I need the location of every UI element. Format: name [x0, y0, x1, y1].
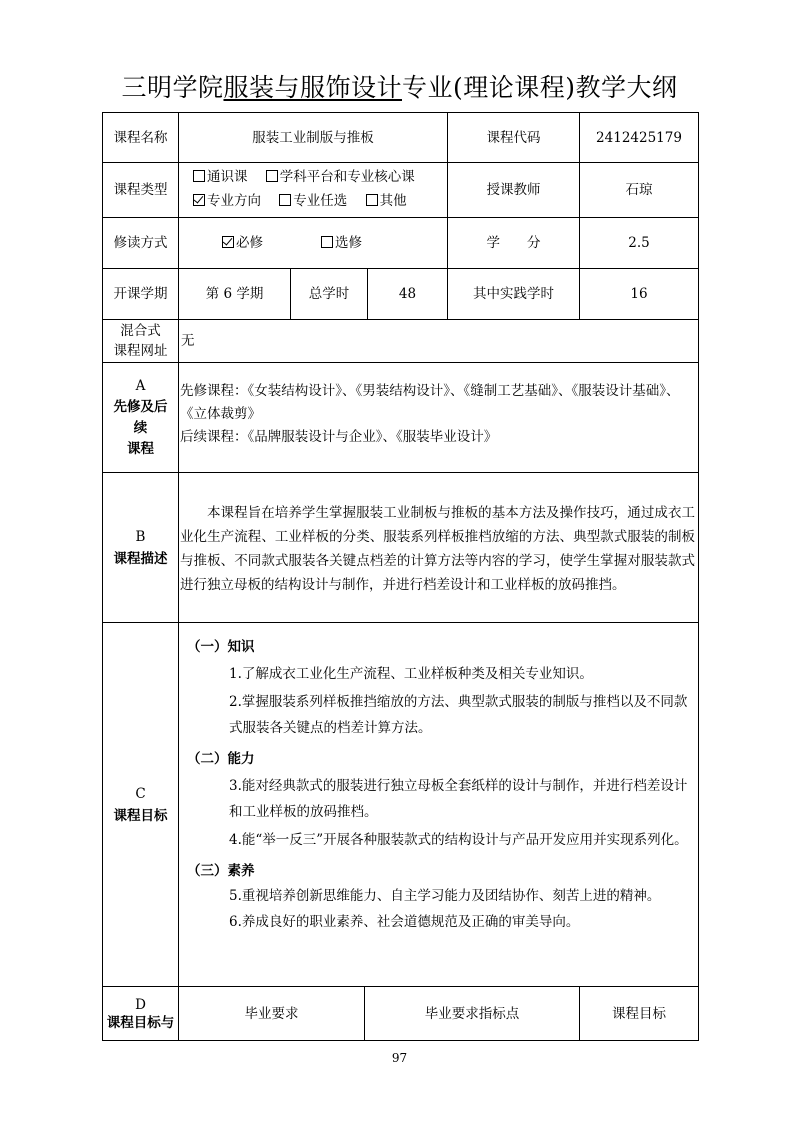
quality-heading: （三）素养: [187, 863, 255, 879]
title-suffix: 专业(理论课程)教学大纲: [402, 73, 678, 102]
course-objective-header: 课程目标: [579, 986, 699, 1041]
study-mode-options: [178, 217, 448, 269]
option-other[interactable]: 其他: [366, 193, 407, 209]
school-name: 三明学院: [121, 73, 224, 102]
course-type-label: 课程类型: [102, 162, 179, 218]
checkbox-icon: [321, 236, 333, 248]
checkbox-icon: [279, 194, 291, 206]
prerequisite-courses: 先修课程：《女装结构设计》、《男装结构设计》、《缝制工艺基础》、《服装设计基础》、《立体裁剪》: [180, 383, 680, 422]
knowledge-heading: （一）知识: [187, 639, 255, 655]
credit-value: 2.5: [579, 217, 699, 269]
objective-item: 5.重视培养创新思维能力、自主学习能力及团结协作、刻苦上进的精神。: [229, 888, 661, 904]
course-description: 本课程旨在培养学生掌握服装工业制板与推板的基本方法及操作技巧，通过成衣工业化生产流程、工业样板的分类、服装系列样板推档放缩的方法、典型款式服装的制板与推板、不同款式服装各关键点档差的计算方法等内容的学习，使学生掌握对服装款式进行独立母板的结构设计与制作，并进行档差设计和工业样板的放码推挡。: [180, 505, 695, 593]
total-hours-label: 总学时: [290, 268, 368, 320]
checked-checkbox-icon: [222, 236, 234, 248]
page-number: 97: [391, 1051, 408, 1065]
major-name: 服装与服饰设计: [223, 73, 402, 102]
objective-item: 3.能对经典款式的服装进行独立母板全套纸样的设计与制作，并进行档差设计和工业样板的放码推档。: [229, 778, 688, 820]
option-required[interactable]: 必修: [222, 231, 263, 255]
option-core[interactable]: 学科平台和专业核心课: [266, 169, 415, 185]
option-general[interactable]: 通识课: [193, 169, 248, 185]
option-direction[interactable]: 专业方向: [193, 193, 261, 209]
section-a-label: A 先修及后 续 课程: [102, 362, 179, 473]
requirement-indicator-header: 毕业要求指标点: [364, 986, 580, 1041]
course-name-label: 课程名称: [102, 112, 179, 163]
course-type-options: [178, 162, 448, 218]
objective-item: 1.了解成衣工业化生产流程、工业样板种类及相关专业知识。: [229, 666, 593, 682]
option-optional[interactable]: 专业任选: [279, 193, 347, 209]
objective-item: 4.能“举一反三”开展各种服装款式的结构设计与产品开发应用并实现系列化。: [229, 832, 688, 848]
course-code-value: 2412425179: [579, 112, 699, 163]
mixed-url-value: 无: [178, 319, 699, 363]
section-c-label: C 课程目标: [102, 622, 179, 987]
section-c-content: [178, 622, 699, 987]
teacher-value: 石琼: [579, 162, 699, 218]
section-d-label: D 课程目标与: [102, 986, 179, 1041]
checked-checkbox-icon: [193, 194, 205, 206]
checkbox-icon: [193, 170, 205, 182]
course-name-value: 服装工业制版与推板: [178, 112, 448, 163]
section-a-content: [178, 362, 699, 473]
page-title: [0, 70, 799, 106]
practice-hours-value: 16: [579, 268, 699, 320]
checkbox-icon: [366, 194, 378, 206]
ability-heading: （二）能力: [187, 751, 255, 767]
section-b-label: B 课程描述: [102, 472, 179, 623]
semester-label: 开课学期: [102, 268, 179, 320]
objective-item: 2.掌握服装系列样板推挡缩放的方法、典型款式服装的制版与推档以及不同款式服装各关键点的档差计算方法。: [229, 694, 688, 736]
total-hours-value: 48: [367, 268, 448, 320]
section-b-content: [178, 472, 699, 623]
objective-item: 6.养成良好的职业素养、社会道德规范及正确的审美导向。: [229, 914, 580, 930]
graduation-requirement-header: 毕业要求: [178, 986, 365, 1041]
course-code-label: 课程代码: [447, 112, 580, 163]
study-mode-label: 修读方式: [102, 217, 179, 269]
mixed-url-label: 混合式 课程网址: [102, 319, 179, 363]
teacher-label: 授课教师: [447, 162, 580, 218]
practice-hours-label: 其中实践学时: [447, 268, 580, 320]
option-elective[interactable]: 选修: [321, 231, 362, 255]
credit-label: 学 分: [447, 217, 580, 269]
follow-up-courses: 后续课程：《品牌服装设计与企业》、《服装毕业设计》: [180, 429, 498, 445]
checkbox-icon: [266, 170, 278, 182]
semester-value: 第 6 学期: [178, 268, 291, 320]
